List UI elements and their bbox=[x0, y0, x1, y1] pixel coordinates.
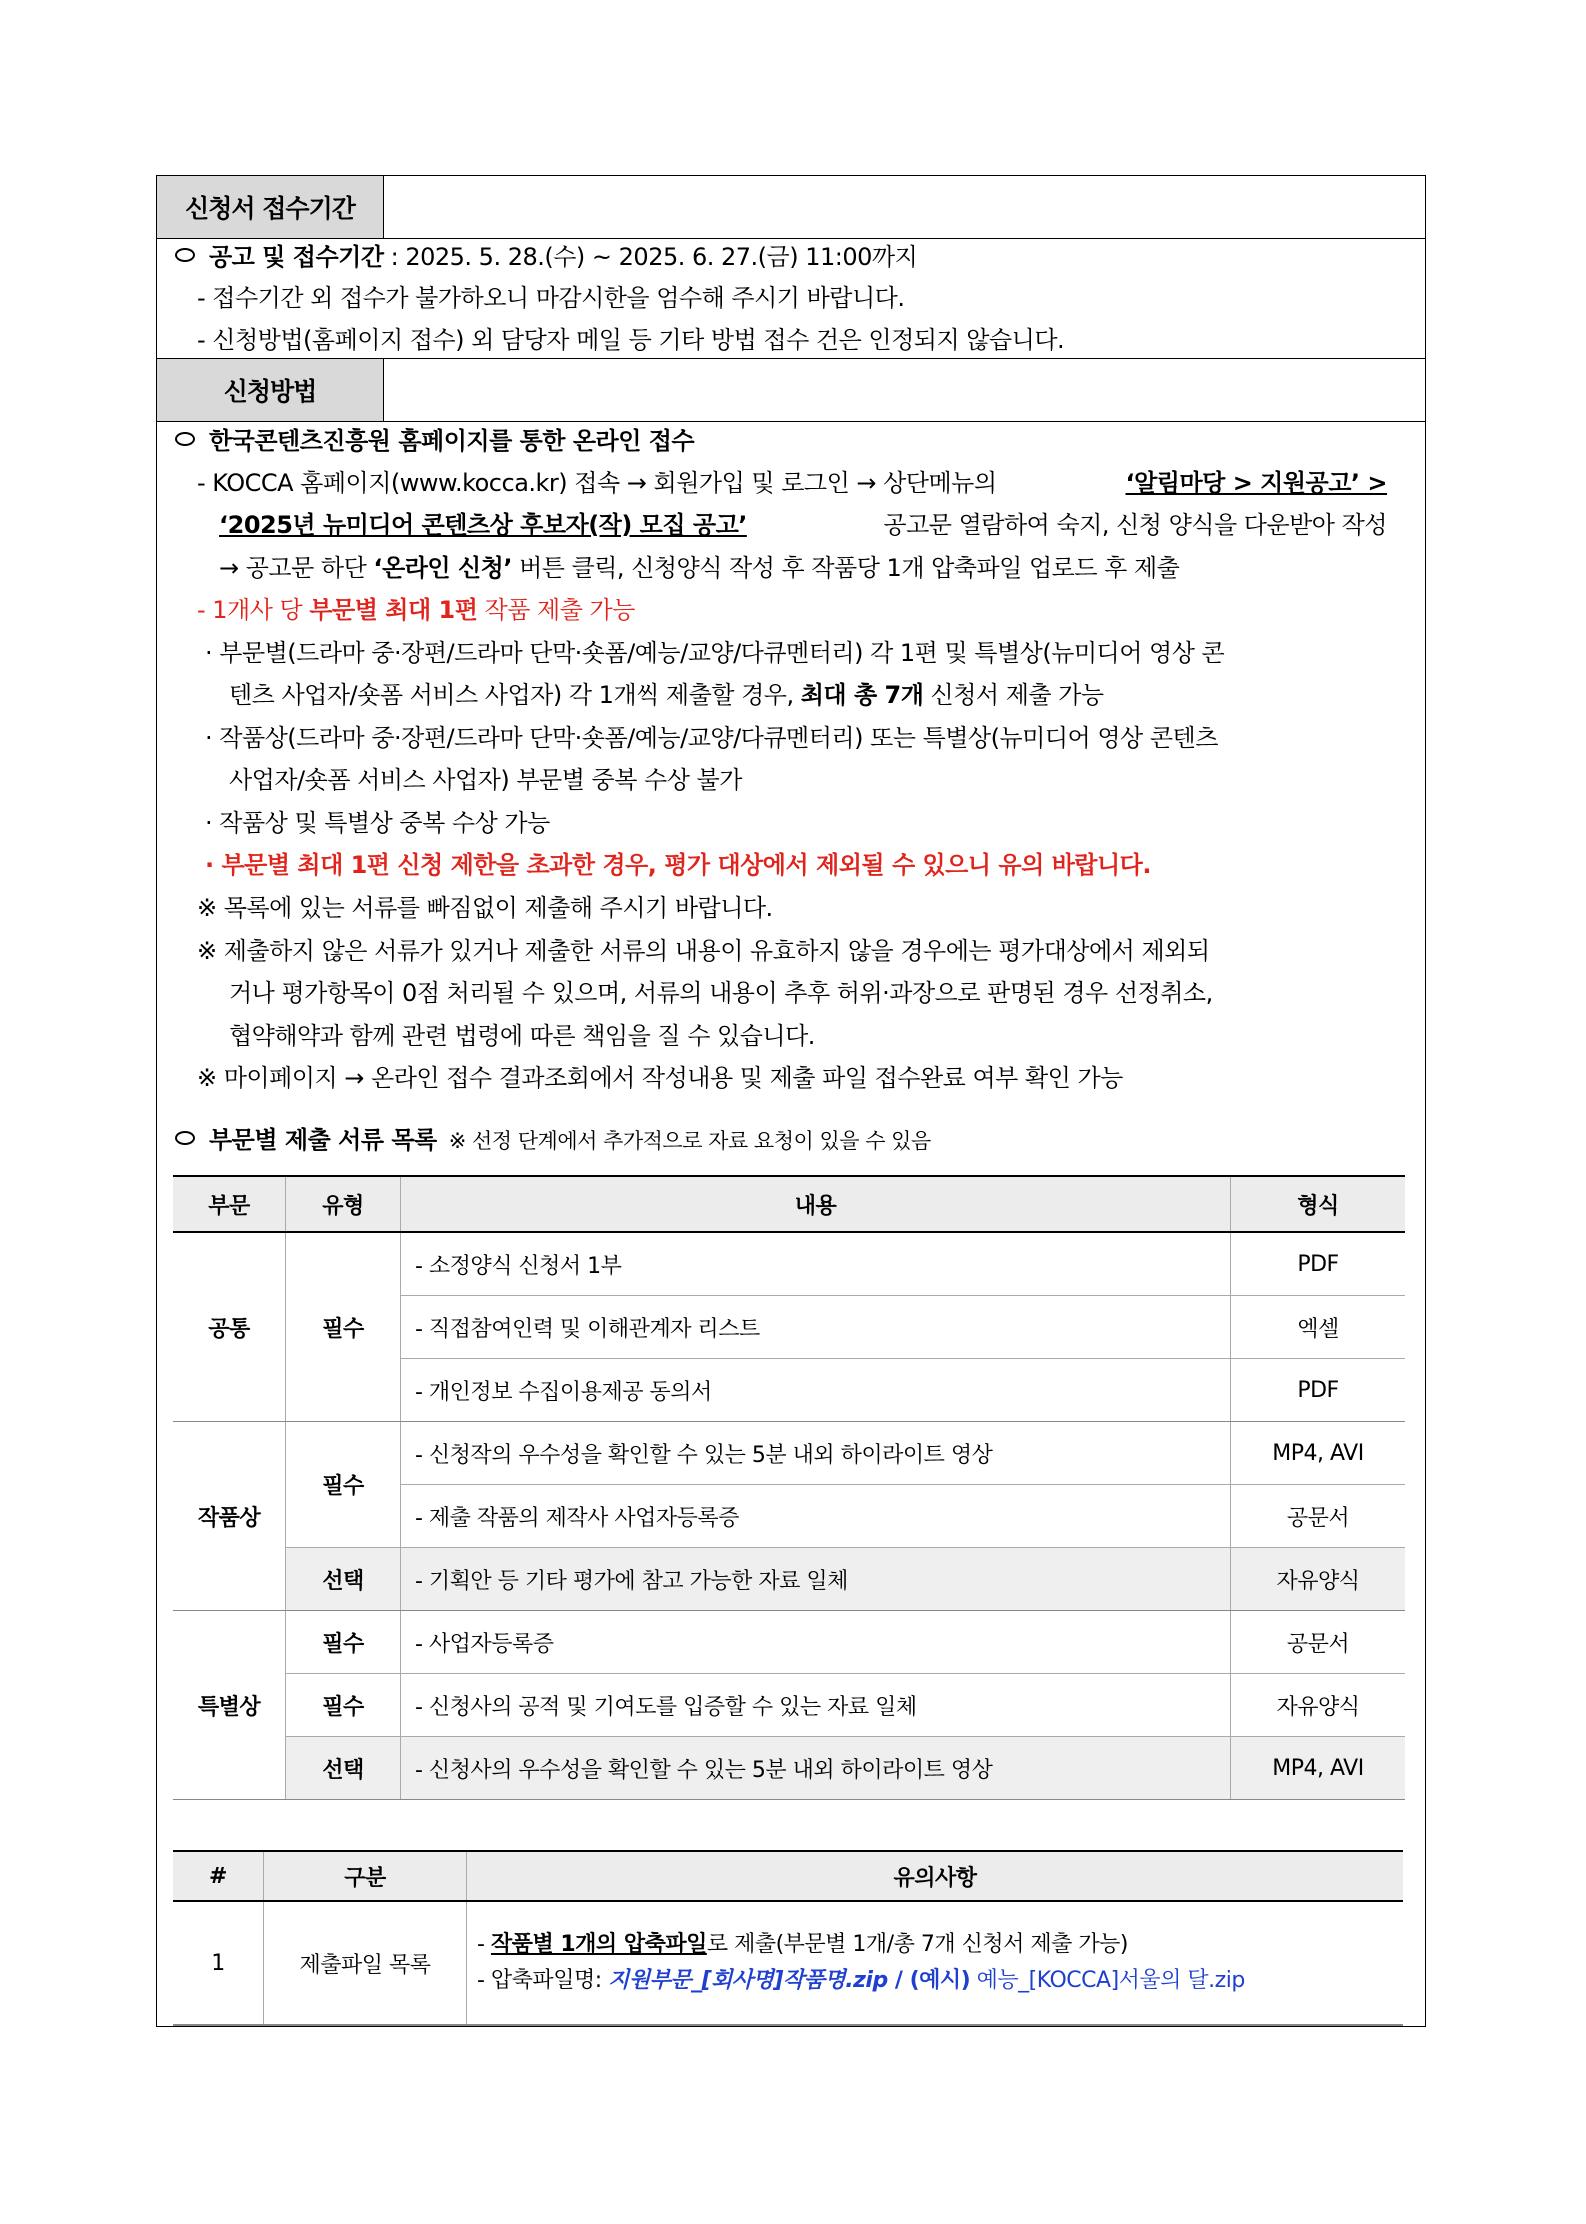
period-note-2: - 신청방법(홈페이지 접수) 외 담당자 메일 등 기타 방법 접수 건은 인정되지 않습니다. bbox=[197, 326, 1065, 354]
type-cell: 필수 bbox=[286, 1422, 401, 1548]
header-cell: 내용 bbox=[401, 1176, 1231, 1232]
circle-bullet-icon bbox=[175, 432, 195, 446]
type-cell: 필수 bbox=[286, 1611, 401, 1674]
content-cell: - 신청작의 우수성을 확인할 수 있는 5분 내외 하이라이트 영상 bbox=[401, 1422, 1231, 1485]
section-title: 신청서 접수기간 bbox=[157, 176, 384, 238]
rule-3: · 작품상 및 특별상 중복 수상 가능 bbox=[205, 809, 550, 837]
online-title: 한국콘텐츠진흥원 홈페이지를 통한 온라인 접수 bbox=[175, 426, 694, 456]
table-row bbox=[173, 1901, 1403, 2025]
header-cell: # bbox=[173, 1851, 264, 1901]
format-cell: MP4, AVI bbox=[1231, 1737, 1406, 1800]
format-cell: PDF bbox=[1231, 1232, 1406, 1296]
circle-bullet-icon bbox=[175, 248, 195, 262]
content-cell: - 신청사의 공적 및 기여도를 입증할 수 있는 자료 일체 bbox=[401, 1674, 1231, 1737]
type-cell: 필수 bbox=[286, 1674, 401, 1737]
header-cell: 형식 bbox=[1231, 1176, 1406, 1232]
type-cell: 필수 bbox=[286, 1232, 401, 1422]
header-cell: 유형 bbox=[286, 1176, 401, 1232]
docs-title: 부문별 제출 서류 목록 ※ 선정 단계에서 추가적으로 자료 요청이 있을 수 있음 bbox=[175, 1125, 931, 1156]
content-cell: - 사업자등록증 bbox=[401, 1611, 1231, 1674]
note-3: ※ 마이페이지 → 온라인 접수 결과조회에서 작성내용 및 제출 파일 접수완료 여부 확인 가능 bbox=[197, 1064, 1123, 1092]
table-row bbox=[173, 1737, 1405, 1800]
content-cell: - 제출 작품의 제작사 사업자등록증 bbox=[401, 1485, 1231, 1548]
type-cell: 선택 bbox=[286, 1548, 401, 1611]
header-cell: 구분 bbox=[264, 1851, 467, 1901]
content-cell: - 기획안 등 기타 평가에 참고 가능한 자료 일체 bbox=[401, 1548, 1231, 1611]
rule-1-line-1: · 부문별(드라마 중·장편/드라마 단막·숏폼/예능/교양/다큐멘터리) 각 1편 및 특별상(뉴미디어 영상 콘 bbox=[205, 639, 1225, 667]
num-cell: 1 bbox=[173, 1901, 264, 2025]
period-line: 공고 및 접수기간 : 2025. 5. 28.(수) ~ 2025. 6. 27.(금) 11:00까지 bbox=[175, 242, 917, 272]
note-1: ※ 목록에 있는 서류를 빠짐없이 제출해 주시기 바랍니다. bbox=[197, 894, 773, 922]
limit-line: - 1개사 당 부문별 최대 1편 작품 제출 가능 bbox=[197, 596, 635, 624]
content-cell: - 신청사의 우수성을 확인할 수 있는 5분 내외 하이라이트 영상 bbox=[401, 1737, 1231, 1800]
notes-line-2: - 압축파일명: 지원부문_[회사명]작품명.zip / (예시) 예능_[KOCCA]서울의 달.zip bbox=[477, 1968, 1245, 1993]
step-line-1: - KOCCA 홈페이지(www.kocca.kr) 접속 → 회원가입 및 로그인 → 상단메뉴의 ‘알림마당 > 지원공고’ > bbox=[197, 469, 1387, 497]
docs-table bbox=[173, 1175, 1405, 1800]
format-cell: MP4, AVI bbox=[1231, 1422, 1406, 1485]
period-note-1: - 접수기간 외 접수가 불가하오니 마감시한을 엄수해 주시기 바랍니다. bbox=[197, 284, 905, 312]
header-cell: 유의사항 bbox=[467, 1851, 1404, 1901]
rule-2-line-1: · 작품상(드라마 중·장편/드라마 단막·숏폼/예능/교양/다큐멘터리) 또는 특별상(뉴미디어 영상 콘텐츠 bbox=[205, 724, 1218, 752]
circle-bullet-icon bbox=[175, 1131, 195, 1145]
step-line-2: ‘2025년 뉴미디어 콘텐츠상 후보자(작) 모집 공고’ 공고문 열람하여 숙지, 신청 양식을 다운받아 작성 bbox=[219, 511, 1387, 539]
category-cell: 제출파일 목록 bbox=[264, 1901, 467, 2025]
format-cell: 자유양식 bbox=[1231, 1674, 1406, 1737]
table-row bbox=[173, 1611, 1405, 1674]
group-cell: 공통 bbox=[173, 1232, 286, 1422]
table-row bbox=[173, 1422, 1405, 1485]
format-cell: 자유양식 bbox=[1231, 1548, 1406, 1611]
format-cell: 공문서 bbox=[1231, 1611, 1406, 1674]
table-row bbox=[173, 1232, 1405, 1296]
section-header-period bbox=[157, 176, 1425, 239]
step-line-3: → 공고문 하단 ‘온라인 신청’ 버튼 클릭, 신청양식 작성 후 작품당 1개 압축파일 업로드 후 제출 bbox=[219, 554, 1180, 582]
format-cell: 공문서 bbox=[1231, 1485, 1406, 1548]
section-header-method bbox=[157, 358, 1425, 422]
rule-1-line-2: 텐츠 사업자/숏폼 서비스 사업자) 각 1개씩 제출할 경우, 최대 총 7개 신청서 제출 가능 bbox=[229, 681, 1104, 709]
group-cell: 작품상 bbox=[173, 1422, 286, 1611]
notes-cell bbox=[467, 1901, 1404, 2025]
content-cell: - 개인정보 수집이용제공 동의서 bbox=[401, 1359, 1231, 1422]
document-frame bbox=[156, 175, 1426, 2027]
notes-table bbox=[173, 1850, 1403, 2026]
notes-line-1: - 작품별 1개의 압축파일로 제출(부문별 1개/총 7개 신청서 제출 가능) bbox=[477, 1932, 1128, 1957]
table-row bbox=[173, 1674, 1405, 1737]
section-title: 신청방법 bbox=[157, 359, 384, 421]
format-cell: 엑셀 bbox=[1231, 1296, 1406, 1359]
table-row bbox=[173, 1548, 1405, 1611]
format-cell: PDF bbox=[1231, 1359, 1406, 1422]
rule-4: · 부문별 최대 1편 신청 제한을 초과한 경우, 평가 대상에서 제외될 수 있으니 유의 바랍니다. bbox=[205, 851, 1151, 879]
content-cell: - 직접참여인력 및 이해관계자 리스트 bbox=[401, 1296, 1231, 1359]
content-cell: - 소정양식 신청서 1부 bbox=[401, 1232, 1231, 1296]
type-cell: 선택 bbox=[286, 1737, 401, 1800]
note-2-line-3: 협약해약과 함께 관련 법령에 따른 책임을 질 수 있습니다. bbox=[229, 1022, 815, 1050]
group-cell: 특별상 bbox=[173, 1611, 286, 1800]
header-cell: 부문 bbox=[173, 1176, 286, 1232]
note-2-line-2: 거나 평가항목이 0점 처리될 수 있으며, 서류의 내용이 추후 허위·과장으로 판명된 경우 선정취소, bbox=[229, 979, 1213, 1007]
note-2-line-1: ※ 제출하지 않은 서류가 있거나 제출한 서류의 내용이 유효하지 않을 경우에는 평가대상에서 제외되 bbox=[197, 937, 1210, 965]
rule-2-line-2: 사업자/숏폼 서비스 사업자) 부문별 중복 수상 불가 bbox=[229, 766, 742, 794]
